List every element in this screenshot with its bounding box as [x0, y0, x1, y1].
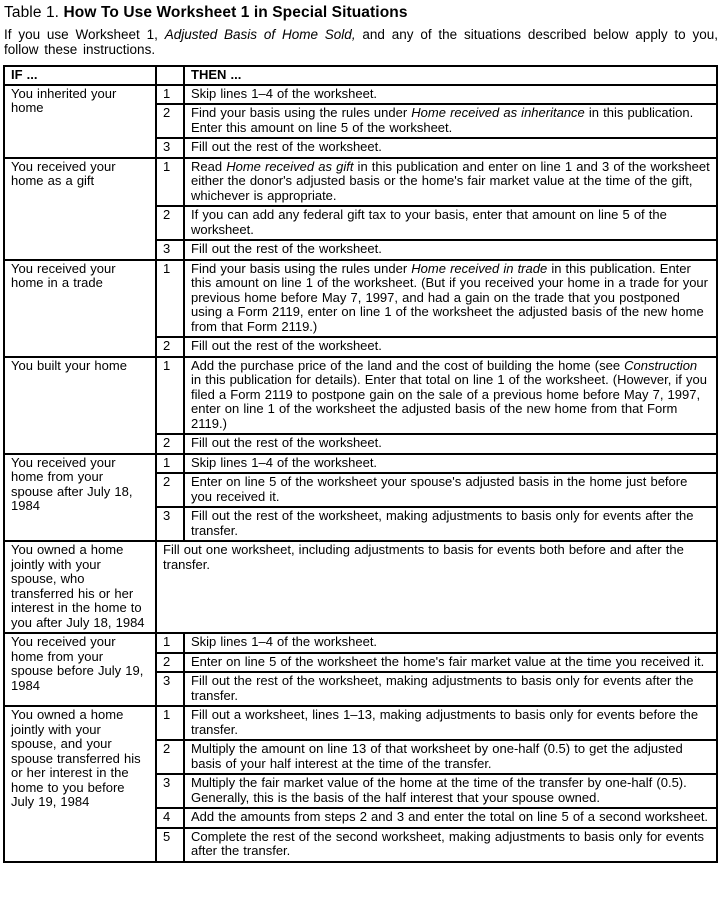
then-cell	[184, 706, 717, 740]
if-cell: You received your home in a trade	[4, 260, 156, 357]
then-cell	[156, 541, 717, 633]
italic-term: Home received as inheritance	[411, 105, 585, 120]
if-cell: You received your home from your spouse before July 19, 1984	[4, 633, 156, 706]
text-segment: in this publication and enter on line 1 and 3 of the worksheet either the donor's adjusted basis or the home's fair market value at the time of the gift, whichever is appropriate.	[191, 158, 710, 203]
step-number-cell: 1	[156, 706, 184, 740]
then-cell	[184, 507, 717, 541]
table-row	[4, 357, 717, 435]
text-segment: Add the purchase price of the land and the cost of building the home (see	[191, 357, 625, 373]
then-cell	[184, 633, 717, 653]
step-number-cell: 3	[156, 240, 184, 260]
text-segment: Fill out one worksheet, including adjustments to basis for events both before and after the transfer.	[163, 542, 684, 572]
step-number-cell: 2	[156, 653, 184, 673]
step-number-cell: 2	[156, 740, 184, 774]
table-row	[4, 541, 717, 633]
step-number-cell: 3	[156, 774, 184, 808]
text-segment: Add the amounts from steps 2 and 3 and enter the total on line 5 of a second worksheet.	[191, 809, 709, 824]
text-segment: Read	[191, 158, 227, 174]
intro-text	[4, 28, 718, 57]
step-number-cell: 1	[156, 85, 184, 105]
text-segment: Find your basis using the rules under	[191, 260, 412, 276]
text-segment: Complete the rest of the second worksheet, making adjustments to basis only for events after the transfer.	[191, 828, 705, 858]
text-segment: If you use Worksheet 1,	[4, 27, 165, 42]
step-number-cell: 1	[156, 633, 184, 653]
text-segment: Skip lines 1–4 of the worksheet.	[191, 85, 378, 101]
if-cell: You built your home	[4, 357, 156, 454]
header-row	[4, 66, 717, 85]
then-cell	[184, 808, 717, 828]
text-segment: Fill out the rest of the worksheet.	[191, 435, 382, 450]
then-cell	[184, 653, 717, 673]
table-row	[4, 85, 717, 105]
text-segment: If you can add any federal gift tax to your basis, enter that amount on line 5 of the worksheet.	[191, 207, 667, 237]
table-title-prefix: Table 1.	[4, 4, 60, 21]
italic-term: Home received as gift	[226, 158, 354, 174]
step-number-cell: 1	[156, 260, 184, 338]
text-segment: Skip lines 1–4 of the worksheet.	[191, 634, 378, 649]
step-number-cell: 2	[156, 473, 184, 507]
text-segment: Skip lines 1–4 of the worksheet.	[191, 454, 378, 470]
step-number-cell: 2	[156, 434, 184, 454]
text-segment: Enter on line 5 of the worksheet your spouse's adjusted basis in the home just before you received it.	[191, 474, 688, 504]
table-title-text: How To Use Worksheet 1 in Special Situations	[63, 4, 408, 21]
step-number-cell: 3	[156, 507, 184, 541]
step-number-cell: 1	[156, 357, 184, 435]
table-row	[4, 260, 717, 338]
if-cell: You received your home from your spouse after July 18, 1984	[4, 454, 156, 542]
italic-term: Construction	[624, 357, 698, 373]
text-segment: Fill out a worksheet, lines 1–13, making adjustments to basis only for events before the transfer.	[191, 707, 699, 737]
text-segment: Enter on line 5 of the worksheet the home's fair market value at the time you received it.	[191, 653, 705, 669]
text-segment: Fill out the rest of the worksheet.	[191, 139, 382, 154]
then-cell	[184, 240, 717, 260]
text-segment: Fill out the rest of the worksheet.	[191, 338, 382, 353]
text-segment: Fill out the rest of the worksheet, making adjustments to basis only for events after the transfer.	[191, 673, 694, 703]
then-cell	[184, 828, 717, 862]
step-number-cell: 1	[156, 454, 184, 474]
if-cell: You inherited your home	[4, 85, 156, 158]
then-cell	[184, 434, 717, 454]
step-number-cell: 4	[156, 808, 184, 828]
text-segment: Fill out the rest of the worksheet.	[191, 241, 382, 256]
step-number-cell: 3	[156, 138, 184, 158]
step-number-cell: 5	[156, 828, 184, 862]
table-row	[4, 158, 717, 207]
if-column-header: IF ...	[4, 66, 156, 85]
table-body	[4, 85, 717, 862]
worksheet-instructions-table	[3, 65, 718, 863]
if-cell: You owned a home jointly with your spouse, who transferred his or her interest in the home to you after July 18, 1984	[4, 541, 156, 633]
text-segment: and any of the situations described below apply to you, follow these instructions.	[4, 27, 719, 57]
text-segment: Fill out the rest of the worksheet, making adjustments to basis only for events after the transfer.	[191, 508, 694, 538]
then-cell	[184, 104, 717, 138]
text-segment: in this publication. Enter this amount on line 1 of the worksheet. (But if you received your home in a trade for your previous home before May 7, 1997, and had a gain on the trade that you postponed using a Form 2119, enter on line 1 of the worksheet the adjusted basis of the new home from that Form 2119.)	[191, 260, 708, 334]
table-row	[4, 633, 717, 653]
then-cell	[184, 357, 717, 435]
then-cell	[184, 473, 717, 507]
text-segment: Multiply the fair market value of the home at the time of the transfer by one-half (0.5). Generally, this is the basis of the half interest that your spouse owned.	[191, 775, 687, 805]
table-title	[4, 4, 718, 21]
then-cell	[184, 158, 717, 207]
then-cell	[184, 740, 717, 774]
italic-term: Adjusted Basis of Home Sold,	[164, 27, 356, 42]
italic-term: Home received in trade	[411, 260, 548, 276]
then-column-header: THEN ...	[184, 66, 717, 85]
text-segment: Find your basis using the rules under	[191, 105, 412, 120]
text-segment: Multiply the amount on line 13 of that worksheet by one-half (0.5) to get the adjusted basis of your half interest at the time of the transfer.	[191, 741, 683, 771]
step-number-cell: 2	[156, 104, 184, 138]
then-cell	[184, 774, 717, 808]
if-cell: You received your home as a gift	[4, 158, 156, 260]
then-cell	[184, 85, 717, 105]
table-row	[4, 454, 717, 474]
then-cell	[184, 206, 717, 240]
text-segment: in this publication for details). Enter that total on line 1 of the worksheet. (However, if you filed a Form 2119 to postpone gain on the sale of a previous home before May 7, 1997, enter on line 1 of the worksheet the adjusted basis of the new home from that Form 2119.)	[191, 372, 707, 431]
if-cell: You owned a home jointly with your spouse, and your spouse transferred his or her interest in the home to you before July 19, 1984	[4, 706, 156, 862]
step-number-cell: 2	[156, 206, 184, 240]
then-cell	[184, 138, 717, 158]
step-number-cell: 3	[156, 672, 184, 706]
then-cell	[184, 260, 717, 338]
step-column-header	[156, 66, 184, 85]
table-row	[4, 706, 717, 740]
then-cell	[184, 454, 717, 474]
step-number-cell: 2	[156, 337, 184, 357]
then-cell	[184, 337, 717, 357]
text-segment: in this publication. Enter this amount on line 5 of the worksheet.	[191, 105, 694, 135]
step-number-cell: 1	[156, 158, 184, 207]
then-cell	[184, 672, 717, 706]
